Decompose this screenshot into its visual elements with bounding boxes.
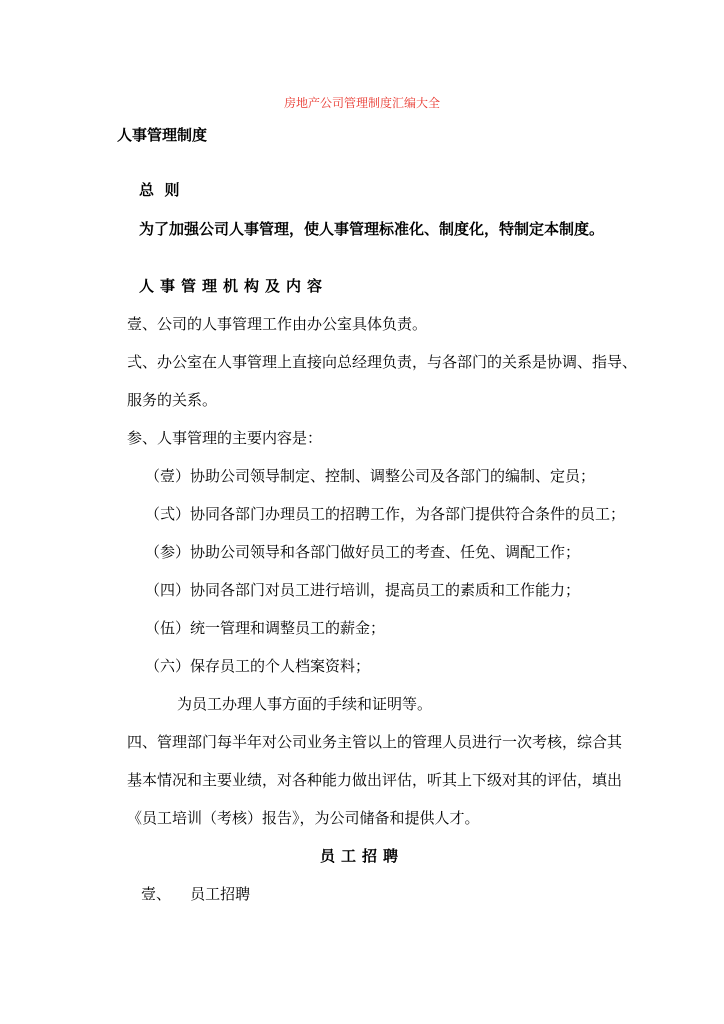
sub-list-item: （参）协助公司领导和各部门做好员工的考查、任免、调配工作；: [145, 543, 581, 561]
document-header: 房地产公司管理制度汇编大全: [283, 96, 440, 110]
sub-list-extra: 为员工办理人事方面的手续和证明等。: [177, 695, 433, 713]
general-heading: 总 则: [139, 181, 180, 199]
list-item: 弍、办公室在人事管理上直接向总经理负责，与各部门的关系是协调、指导、: [127, 353, 638, 371]
sub-list-item: （四）协同各部门对员工进行培训，提高员工的素质和工作能力；: [145, 581, 581, 599]
sub-list-item: （伍）统一管理和调整员工的薪金；: [145, 619, 386, 637]
list-item: 四、管理部门每半年对公司业务主管以上的管理人员进行一次考核，综合其: [127, 733, 623, 751]
section-heading-recruitment: 员工招聘: [319, 847, 404, 865]
section-heading-personnel-structure: 人事管理机构及内容: [139, 277, 329, 295]
purpose-statement: 为了加强公司人事管理，使人事管理标准化、制度化，特制定本制度。: [139, 220, 605, 238]
list-item-continuation: 《员工培训（考核）报告》，为公司储备和提供人才。: [127, 809, 480, 827]
list-item: 壹、公司的人事管理工作由办公室具体负责。: [127, 315, 428, 333]
list-item: 参、人事管理的主要内容是：: [127, 429, 323, 447]
list-item-continuation: 基本情况和主要业绩，对各种能力做出评估，听其上下级对其的评估，填出: [127, 771, 623, 789]
list-item: 服务的关系。: [127, 391, 218, 409]
sub-list-item: （壹）协助公司领导制定、控制、调整公司及各部门的编制、定员；: [145, 467, 596, 485]
recruitment-item: 壹、 员工招聘: [141, 885, 251, 903]
sub-list-item: （六）保存员工的个人档案资料；: [145, 657, 371, 675]
sub-list-item: （弍）协同各部门办理员工的招聘工作，为各部门提供符合条件的员工；: [145, 505, 626, 523]
document-title: 人事管理制度: [117, 126, 208, 144]
